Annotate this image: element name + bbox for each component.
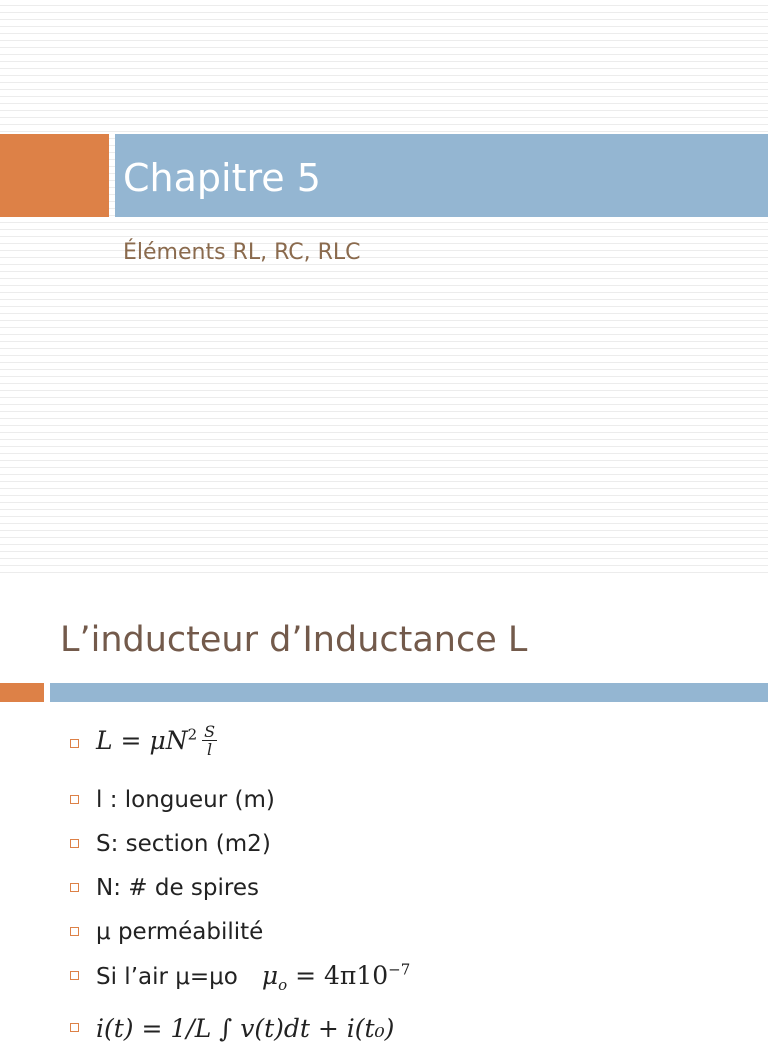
header-accent-orange-block — [0, 683, 44, 702]
slide-2-title: L’inducteur d’Inductance L — [60, 620, 528, 660]
header-accent-blue-bar — [50, 683, 768, 702]
square-bullet-icon — [70, 883, 79, 892]
current-integral-formula: i(t) = 1/L ∫ v(t)dt + i(t₀) — [96, 1013, 395, 1043]
inductance-formula: $L = \mu N^2$ — [96, 725, 198, 755]
square-bullet-icon — [70, 971, 79, 980]
square-bullet-icon — [70, 1023, 79, 1032]
fraction-s-over-l: $\frac{S}{l}$ — [204, 722, 216, 759]
title-accent-orange-block — [0, 134, 109, 217]
slide-1-subtitle: Éléments RL, RC, RLC — [123, 240, 361, 265]
slide-2: L’inducteur d’Inductance L $L = \mu N^2$ $\frac{S}{l}$ l : longueur (m) S: section (m2) N: # de spires μ perméabilité Si l’air μ=μo $\mu_o = 4\pi 10^{-7}$ i(t) = 1/L ∫ v(t)dt + i(t₀) — [0, 576, 768, 1024]
square-bullet-icon — [70, 839, 79, 848]
square-bullet-icon — [70, 795, 79, 804]
square-bullet-icon — [70, 927, 79, 936]
slide-1-title: Chapitre 5 — [123, 156, 321, 200]
mu-zero-formula: $\mu_o = 4\pi 10^{-7}$ — [261, 960, 411, 994]
square-bullet-icon — [70, 739, 79, 748]
